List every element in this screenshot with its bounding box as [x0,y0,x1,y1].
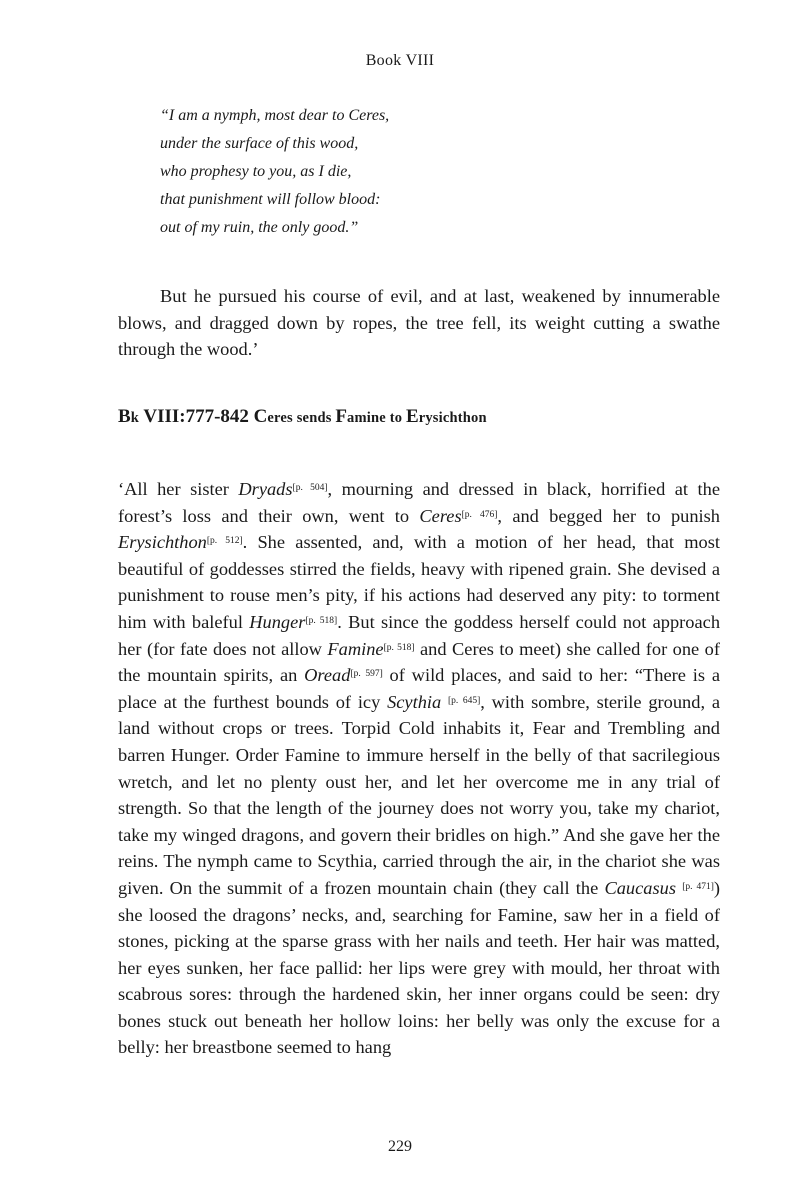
heading-word-initial: E [406,406,419,427]
running-head: Book VIII [365,52,435,69]
page-reference-link[interactable]: [p. 518] [383,642,415,653]
verse-block [160,102,389,242]
heading-word-initial: C [253,406,268,427]
section-heading [118,406,720,428]
verse-line: out of my ruin, the only good.” [160,219,359,236]
heading-word-rest: eres sends [267,410,336,426]
verse-line: under the surface of this wood, [160,135,359,152]
proper-name-caucasus: Caucasus [604,877,676,898]
text-run: . She assented, and, with a motion of her head, that most beautiful of goddesses stirred the fields, heavy with ripened grain. She devised a punishment to rouse men’s pity, if his actions had deserved any pity: to torment him with baleful [118,532,720,632]
text-run: and Ceres to meet) she called for one of the mountain spirits, an [118,638,720,686]
proper-name-hunger: Hunger [249,611,306,632]
heading-word-rest: amine to [347,410,407,426]
text-run: , with sombre, sterile ground, a land without crops or trees. Torpid Cold inhabits it, Fear and Trembling and barren Hunger. Order Famine to immure herself in the belly of that sacrilegious wretch, and let no plenty oust her, and let her overcome me in any trial of strength. So that the length of the journey does not worry you, take my chariot, take my winged dragons, and govern their bridles on high.” And she gave her the reins. The nymph came to Scythia, carried through the air, in the chariot she was given. On the summit of a frozen mountain chain (they call the [118,691,720,898]
verse-line: that punishment will follow blood: [160,191,381,208]
page-reference-link[interactable]: [p. 471] [682,881,714,892]
verse-line: “I am a nymph, most dear to Ceres, [160,107,390,124]
text-run: ) she loosed the dragons’ necks, and, searching for Famine, saw her in a field of stones, picking at the sparse grass with her nails and teeth. Her hair was matted, her eyes sunken, her face pallid: her lips were grey with mould, her throat with scabrous sores: through the hardened skin, her inner organs could be seen: dry bones stuck out beneath her hollow loins: her belly was only the excuse for a belly: her breastbone seemed to hang [118,877,721,1058]
proper-name-erysichthon: Erysichthon [118,532,207,553]
heading-word-initial: F [335,406,348,427]
proper-name-ceres: Ceres [419,505,462,526]
proper-name-dryads: Dryads [238,479,293,499]
page-reference-link[interactable]: [p. 512] [206,536,243,547]
page-reference-link[interactable]: [p. 476] [461,509,498,520]
text-run: ‘All her sister [118,479,239,499]
heading-bk-initial: B [118,406,131,427]
page-reference-link[interactable]: [p. 518] [305,615,338,626]
page-reference-link[interactable]: [p. 645] [448,695,481,706]
heading-word-rest: rysichthon [418,410,487,426]
paragraph-tree-falls: But he pursued his course of evil, and at last, weakened by innumerable blows, and dragged down by ropes, the tree fell, its weight cutting a swathe through the wood.’ [118,286,720,360]
text-run: of wild places, and said to her: “There is a place at the furthest bounds of icy [118,665,720,712]
text-run: , mourning and dressed in black, horrified at the forest’s loss and their own, went to [118,479,720,526]
proper-name-famine: Famine [327,638,384,659]
text-run: , and begged her to punish [497,505,720,526]
page-reference-link[interactable]: [p. 504] [292,483,328,493]
proper-name-scythia: Scythia [387,691,442,712]
proper-name-oread: Oread [304,665,351,686]
text-run: . But since the goddess herself could not approach her (for fate does not allow [118,611,721,659]
heading-line-numbers: VIII:777-842 [138,406,254,427]
paragraph-ceres-famine [118,476,720,1061]
verse-line: who prophesy to you, as I die, [160,163,352,180]
page-number: 229 [388,1138,412,1155]
heading-bk-rest: k [130,410,139,426]
page-reference-link[interactable]: [p. 597] [350,669,383,680]
